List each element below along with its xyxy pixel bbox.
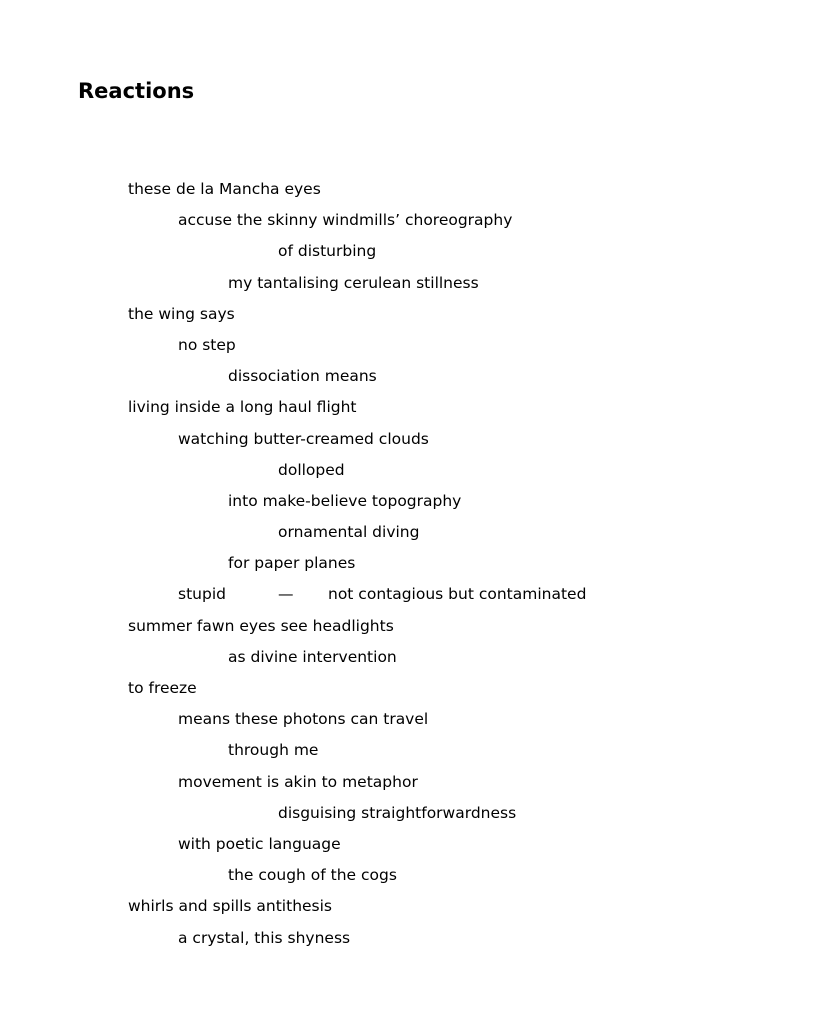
poem-line: my tantalising cerulean stillness [228,273,479,292]
poem-line: a crystal, this shyness [178,928,351,947]
poem-line: for paper planes [228,554,356,573]
poem-line: whirls and spills antithesis [128,897,333,916]
poem-line: these de la Mancha eyes [128,180,321,198]
poem-line: ornamental diving [278,523,420,542]
poem-line: dissociation means [228,367,377,386]
poem-line-segment: not contagious but contaminated [328,585,587,604]
poem-line-segment: stupid [178,585,226,604]
poem-line: watching butter-creamed clouds [178,429,429,448]
poem-line: living inside a long haul flight [128,398,357,417]
poem-line: with poetic language [178,834,341,853]
poem-line: the cough of the cogs [228,866,397,885]
poem-line: movement is akin to metaphor [178,772,418,791]
poem-line: through me [228,741,319,760]
poem-body [128,174,808,954]
poem-line: means these photons can travel [178,710,429,729]
poem-line-split [128,579,808,610]
poem-line: dolloped [278,460,345,479]
poem-line: into make-believe topography [228,491,462,510]
poem-line-dash: — [278,585,294,604]
poem-line: of disturbing [278,242,377,261]
poem-line: accuse the skinny windmills’ choreography [178,211,513,230]
poem-line: no step [178,335,236,354]
poem-line: to freeze [128,679,197,697]
page-title: Reactions [78,79,195,103]
poem-line: the wing says [128,304,235,323]
poem-line: summer fawn eyes see headlights [128,616,394,635]
poem-line: disguising straightforwardness [278,803,517,822]
poem-line: as divine intervention [228,647,397,666]
